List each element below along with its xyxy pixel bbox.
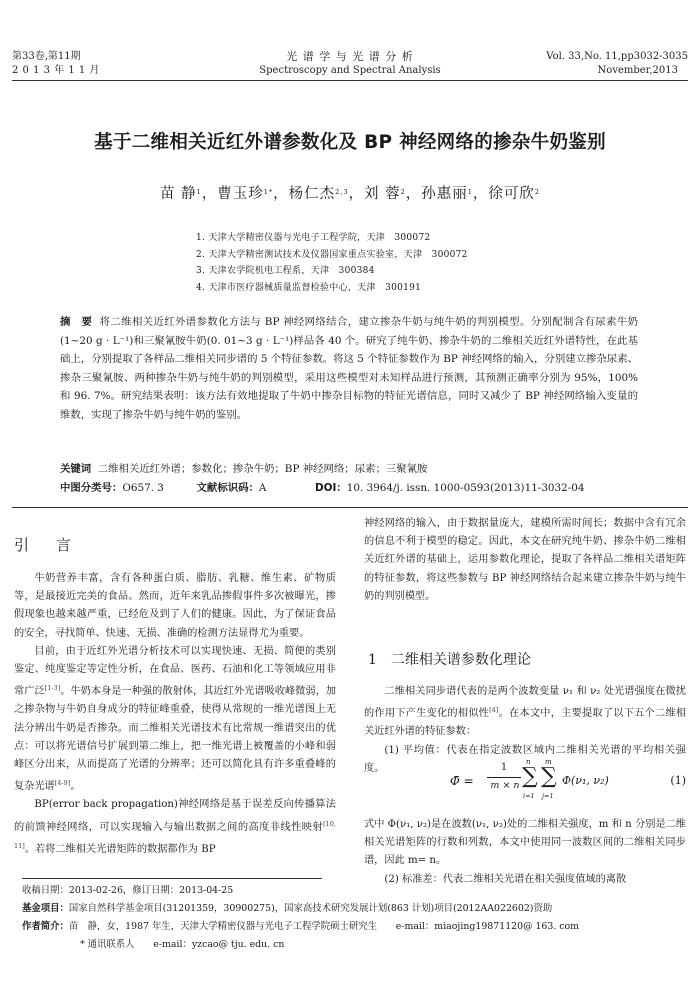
- header-rule: [12, 80, 688, 81]
- footnote-rule: [22, 878, 322, 879]
- journal-title-en: Spectroscopy and Spectral Analysis: [259, 65, 441, 76]
- paragraph: (2) 标准差：代表二维相关光谱在相关强度值域的离散: [384, 873, 627, 885]
- paragraph: 二维相关同步谱代表的是两个波数变量 ν₁ 和 ν₂ 处光谱强度在微扰的作用下产生变化的相似性[4]。在本文中，主要提取了以下五个二维相关近红外谱的特征参数：: [364, 686, 687, 738]
- sum2-lower: j=1: [542, 792, 554, 800]
- affiliation-2: 2. 天津大学精密测试技术及仪器国家重点实验室，天津 300072: [196, 249, 468, 260]
- volume-issue-cn: 第33卷,第11期: [12, 51, 81, 62]
- sum-icon: ∑: [541, 764, 557, 789]
- doc-code-label: 文献标识码：: [196, 482, 259, 494]
- author: 杨仁杰$^{2,3}$: [288, 186, 349, 202]
- footnotes: [22, 882, 682, 954]
- equation-number: (1): [670, 774, 686, 787]
- doi-value: 10. 3964/j. issn. 1000-0593(2013)11-3032-04: [346, 482, 585, 494]
- intro-heading: 引 言: [14, 536, 78, 554]
- equation-lhs: Φ̄ =: [450, 774, 474, 788]
- doc-code-value: A: [258, 482, 267, 494]
- sum1-upper: n: [526, 758, 531, 766]
- author: 苗 静$^1$: [159, 186, 202, 202]
- left-column: [14, 570, 336, 859]
- journal-title-cn: 光 谱 学 与 光 谱 分 析: [286, 50, 414, 63]
- author-list: 苗 静$^1$，曹玉珍$^{1*}$，杨仁杰$^{2,3}$，刘 蓉$^2$，孙惠丽$^1$，徐可欣$^2$: [159, 186, 540, 202]
- keywords: [60, 460, 650, 478]
- sum-icon: ∑: [522, 764, 538, 789]
- affiliations: [196, 230, 468, 296]
- paragraph: (1) 平均值：代表在指定波数区域内二维相关光谱的平均相关强度。: [364, 744, 686, 774]
- equation-1: [450, 758, 690, 808]
- paragraph: 神经网络的输入，由于数据量庞大，建模所需时间长；数据中含有冗余的信息不利于模型的稳定。因此，本文在研究纯牛奶、掺杂牛奶二维相关近红外谱的基础上，运用参数化理论，提取了各样品二维相关谱矩阵的特征参数，将这些参数与 BP 神经网络结合起来建立掺杂牛奶与纯牛奶的判别模型。: [364, 518, 686, 602]
- fund-note: 基金项目：国家自然科学基金项目(31201359，30900275)，国家高技术研究发展计划(863 计划)项目(2012AA022602)资助: [22, 903, 553, 914]
- paper-title: 基于二维相关近红外谱参数化及 BP 神经网络的掺杂牛奶鉴别: [94, 132, 606, 153]
- abstract-text: 将二维相关近红外谱参数化方法与 BP 神经网络结合，建立掺杂牛奶与纯牛奶的判别模型。分别配制含有尿素牛奶(1~20 g · L⁻¹)和三聚氰胺牛奶(0. 01~3 g · L⁻¹)样品各 40 个。研究了纯牛奶、掺杂牛奶的二维相关近红外谱特性，在此基础上，分别提取了各样品二维相关同步谱的 5 个特征参数。将这 5 个特征参数作为 BP 神经网络的输入，分别建立掺杂尿素、掺杂三聚氰胺、两种掺杂牛奶与纯牛奶的判别模型，采用这些模型对未知样品进行预测，其预测正确率分别为 95%，100% 和 96. 7%。研究结果表明：该方法有效地提取了牛奶中掺杂目标物的特征光谱信息，同时又减少了 BP 神经网络输入变量的维数，实现了掺杂牛奶与纯牛奶的鉴别。: [60, 316, 638, 421]
- abstract-rule: [12, 507, 688, 508]
- equation-body: Φ(ν₁, ν₂): [562, 774, 609, 787]
- paragraph: 目前，由于近红外光谱分析技术可以实现快速、无损、简便的类别鉴定、纯度鉴定等定性分析，在食品、医药、石油和化工等领域应用非常广泛[1-3]。牛奶本身是一种强的散射体，其近红外光谱吸收峰微弱，加之掺杂物与牛奶自身成分的特征峰重叠，使得从常规的一维光谱图上无法分辨出牛奶是否掺杂。而二维相关光谱技术有比常规一维谱突出的优点：可以将光谱信号扩展到第二维上，把一维光谱上被覆盖的小峰和弱峰区分出来，从而提高了光谱的分辨率；还可以简化具有许多重叠峰的复杂光谱[4-9]。: [14, 645, 337, 793]
- classification-line: [60, 479, 650, 497]
- clc-label: 中图分类号：: [60, 482, 123, 494]
- author: 刘 蓉$^2$: [363, 186, 406, 202]
- author: 孙惠丽$^1$: [421, 186, 473, 202]
- volume-pages-en: Vol. 33,No. 11,pp3032-3035: [546, 51, 688, 62]
- affiliation-4: 4. 天津市医疗器械质量监督检验中心，天津 300191: [196, 282, 422, 293]
- date-en: November,2013: [597, 65, 678, 76]
- affiliation-3: 3. 天津农学院机电工程系，天津 300384: [196, 266, 375, 276]
- right-column-bottom: [364, 816, 686, 889]
- citation: [10, 11]: [14, 819, 336, 850]
- paragraph: BP(error back propagation)神经网络是基于误差反向传播算法的前馈神经网络，可以实现输入与输出数据之间的高度非线性映射[10, 11]。若将二维相关光谱矩阵的数据都作为 BP: [14, 799, 336, 855]
- citation: [1-3]: [44, 684, 61, 693]
- abstract-label: 摘 要: [60, 316, 93, 328]
- author-bio: 作者简介：苗 静，女，1987 年生，天津大学精密仪器与光电子工程学院硕士研究生 e-mail：miaojing19871120@ 163. com: [22, 921, 580, 932]
- date-cn: 2 0 1 3 年 1 1 月: [12, 65, 100, 76]
- corresponding-author: * 通讯联系人 e-mail：yzcao@ tju. edu. cn: [80, 939, 285, 950]
- keywords-text: 二维相关近红外谱；参数化；掺杂牛奶；BP 神经网络；尿素；三聚氰胺: [97, 463, 428, 475]
- right-column-top: [364, 515, 686, 606]
- clc-value: O657. 3: [122, 482, 164, 494]
- sum2-upper: m: [545, 758, 552, 766]
- author: 徐可欣$^2$: [488, 186, 540, 202]
- equation-denominator: m × n: [490, 780, 520, 791]
- citation: [4]: [489, 706, 499, 715]
- paragraph: 牛奶营养丰富，含有各种蛋白质、脂肪、乳糖、维生素、矿物质等，是最接近完美的食品。然而，近年来乳品掺假事件多次被曝光，掺假现象也越来越严重，已经危及到了人们的健康。因此，为了保证食品的安全，寻找简单、快速、无损、准确的检测方法显得尤为重要。: [14, 573, 336, 639]
- sum1-lower: i=1: [523, 792, 535, 800]
- section-1-heading: 1 二维相关谱参数化理论: [368, 652, 531, 668]
- affiliation-1: 1. 天津大学精密仪器与光电子工程学院，天津 300072: [196, 233, 431, 243]
- paragraph: 式中 Φ(ν₁, ν₂)是在波数(ν₁, ν₂)处的二维相关强度，m 和 n 分别是二维相关光谱矩阵的行数和列数，本文中使用同一波数区间的二维相关同步谱，因此 m= n。: [364, 819, 686, 867]
- keywords-label: 关键词: [60, 463, 92, 475]
- citation: [4-9]: [54, 779, 71, 788]
- abstract: [60, 313, 638, 424]
- received-date: 收稿日期：2013-02-26，修订日期：2013-04-25: [22, 885, 234, 896]
- equation-numerator: 1: [500, 762, 508, 773]
- author: 曹玉珍$^{1*}$: [217, 186, 274, 202]
- fraction-bar: [487, 777, 521, 778]
- doi-label: DOI：: [315, 482, 347, 494]
